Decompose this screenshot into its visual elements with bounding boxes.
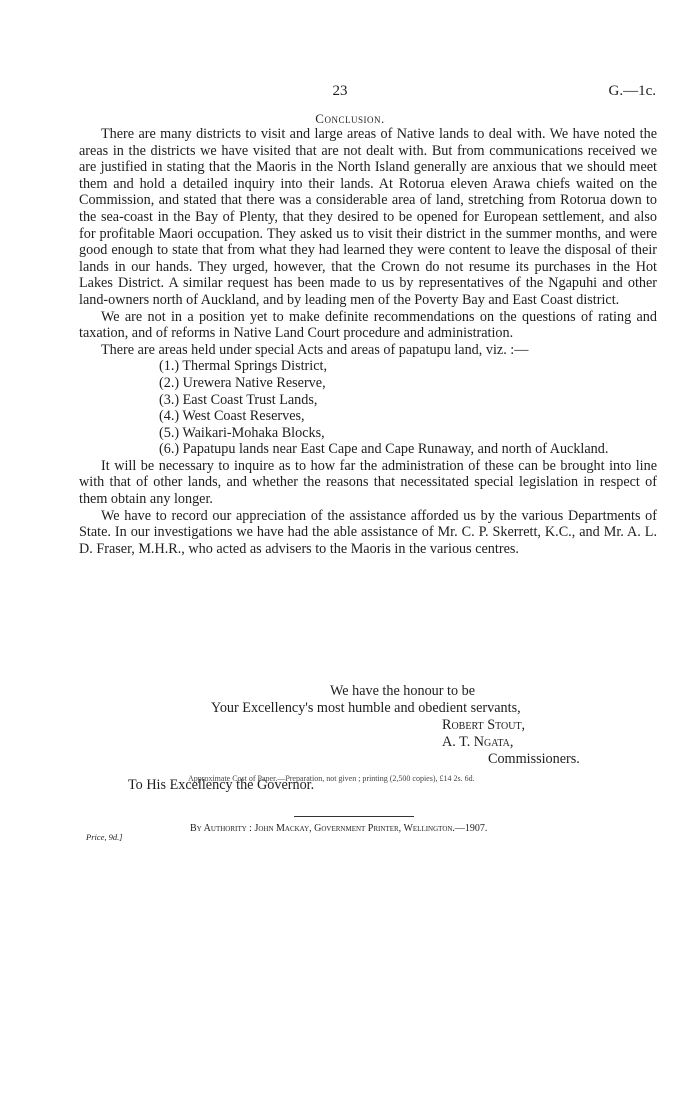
footer-divider	[294, 816, 414, 817]
list-item: (3.) East Coast Trust Lands,	[159, 391, 318, 408]
document-reference: G.—1c.	[608, 83, 656, 99]
paragraph-recommendations: We are not in a position yet to make definite recommendations on the questions of rating and taxation, and of reforms in Native Land Court procedure and administration.	[79, 308, 657, 342]
signatory-stout: Robert Stout,	[442, 717, 526, 733]
paragraph-special-acts: There are areas held under special Acts and areas of papatupu land, viz. :—	[101, 341, 529, 358]
list-item: (1.) Thermal Springs District,	[159, 358, 327, 375]
page-number: 23	[332, 83, 348, 99]
paragraph-appreciation: We have to record our appreciation of the assistance afforded us by the various Departments of State. In our investigations we have had the able assistance of Mr. C. P. Skerrett, K.C., and Mr. A. L. D. Fraser, M.H.R., who acted as advisers to the Maoris in the various centres.	[79, 507, 657, 557]
address-line: To His Excellency the Governor.	[128, 777, 315, 793]
signatory-title: Commissioners.	[488, 751, 580, 767]
price-note: Price, 9d.]	[86, 832, 123, 842]
paragraph-districts: There are many districts to visit and large areas of Native lands to deal with. We have noted the areas in the districts we have visited that are not dealt with. But from communications received we are justified in stating that the Maoris in the North Island generally are anxious that we should meet them and hold a detailed inquiry into their lands. At Rotorua eleven Arawa chiefs waited on the Commission, and stated that there was a considerable area of land, stretching from Rotorua down to the sea-coast in the Bay of Plenty, that they desired to be opened for European settlement, and also for profitable Maori occupation. They asked us to visit their district in the summer months, and were good enough to state that from what they had learned they were content to leave the disposal of their lands in our hands. They urged, however, that the Crown do not resume its purchases in the Hot Lakes District. A similar request has been made to us by representatives of the Ngapuhi and other land-owners north of Auckland, and by leading men of the Poverty Bay and East Coast district.	[79, 126, 657, 308]
areas-list	[79, 358, 657, 458]
list-item: (6.) Papatupu lands near East Cape and Cape Runaway, and north of Auckland.	[159, 441, 609, 458]
cost-note: Approximate Cost of Paper.—Preparation, not given ; printing (2,500 copies), £14 2s. 6d.	[188, 774, 475, 783]
printer-line: By Authority : John Mackay, Government Printer, Wellington.—1907.	[190, 823, 488, 834]
section-heading: Conclusion.	[315, 111, 385, 126]
closing-honour: We have the honour to be	[330, 683, 476, 699]
paragraph-administration: It will be necessary to inquire as to how far the administration of these can be brought into line with that of other lands, and whether the reasons that necessitated special legislation in respect of them obtain any longer.	[79, 457, 657, 508]
body-text	[79, 126, 657, 557]
closing-servants: Your Excellency's most humble and obedient servants,	[211, 700, 521, 716]
signatory-ngata: A. T. Ngata,	[442, 734, 514, 750]
list-item: (4.) West Coast Reserves,	[159, 408, 305, 425]
list-item: (5.) Waikari-Mohaka Blocks,	[159, 424, 325, 441]
list-item: (2.) Urewera Native Reserve,	[159, 374, 326, 391]
